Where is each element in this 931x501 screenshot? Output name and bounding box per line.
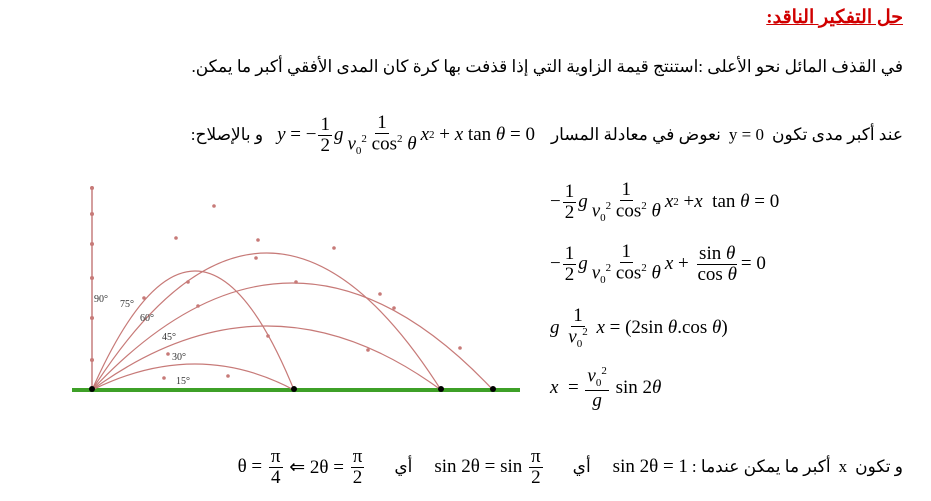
equation-2: − $\frac{1}{2}$ g $\frac{1}{v_0^2 \cos^2 \theta}$ x + $\frac{\text{sin θ}}{\text{cos θ}}$ = 0 — [550, 241, 766, 287]
conclusion-text-start: و تكون — [855, 457, 903, 477]
trajectory-markers — [142, 204, 462, 380]
angle-label-30: 30° — [172, 352, 186, 363]
line2-text-end: و بالإصلاح: — [190, 125, 264, 145]
angle-label-75: 75° — [120, 299, 134, 310]
trajectory-equation: y = − $\frac{1}{2}$ g $\frac{1}{v_0^2 \cos^2 \theta}$ x 2 + x tan θ = 0 — [277, 112, 535, 158]
angle-label-15: 15° — [176, 376, 190, 387]
equation-3: g $\frac{1}{v_0^2}$ x = (2sin θ .cos θ ) — [550, 305, 728, 351]
angle-label-60: 60° — [140, 313, 154, 324]
angle-label-90: 90° — [94, 294, 108, 305]
conclusion-var: x — [838, 457, 848, 477]
trajectory-45 — [92, 283, 493, 390]
conclusion-text-mid: أكبر ما يمكن عندما : — [691, 457, 831, 477]
conclusion-ay-1: أي — [394, 457, 413, 477]
conclusion-line — [238, 447, 903, 488]
trajectory-diagram — [68, 178, 528, 400]
conclusion-sin-one: sin 2θ = 1 — [612, 456, 688, 478]
conclusion-theta: θ = $\frac{\pi}{4}$ ⇐ 2θ = $\frac{\pi}{2}$ — [237, 446, 363, 488]
equation-4: x = $\frac{v_0^2}{g}$ sin 2 θ — [550, 365, 662, 411]
conclusion-sin-equality: sin 2θ = sin $\frac{\pi}{2}$ — [434, 446, 541, 488]
heading: حل التفكير الناقد: — [766, 7, 903, 28]
question-text: في القذف المائل نحو الأعلى :استنتج قيمة الزاوية التي إذا قذفت بها كرة كان المدى الأفقي أكبر ما يمكن. — [191, 57, 903, 76]
line2-condition: y = 0 — [728, 125, 764, 145]
equation-1: − $\frac{1}{2}$ g $\frac{1}{v_0^2 \cos^2 \theta}$ x 2 + x tan θ = 0 — [550, 179, 780, 225]
angle-label-45: 45° — [162, 332, 176, 343]
line2-text-mid: نعوض في معادلة المسار — [550, 125, 721, 145]
trajectory-line — [177, 113, 903, 158]
trajectory-75 — [92, 271, 294, 390]
line2-text-start: عند أكبر مدى تكون — [772, 125, 903, 145]
conclusion-ay-2: أي — [572, 457, 591, 477]
trajectory-15 — [92, 364, 294, 390]
